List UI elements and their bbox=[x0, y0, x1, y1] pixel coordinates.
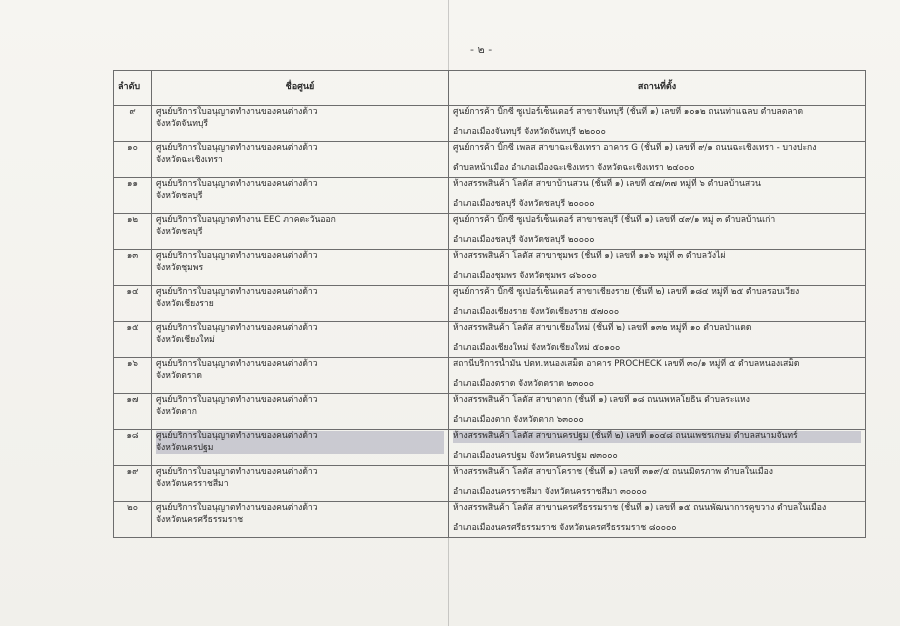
location-address-line-1: ห้างสรรพสินค้า โลตัส สาขาเชียงใหม่ (ชั้นที่ ๒) เลขที่ ๑๓๒ หมู่ที่ ๑๐ ตำบลป่าแดด bbox=[453, 323, 752, 333]
row-number: ๑๑ bbox=[114, 178, 152, 214]
center-name-line-1: ศูนย์บริการใบอนุญาตทำงานของคนต่างด้าว bbox=[156, 359, 318, 369]
center-name-province: จังหวัดนครปฐม bbox=[156, 443, 444, 455]
location-address-line-2: อำเภอเมืองนครราชสีมา จังหวัดนครราชสีมา ๓๐๐๐๐ bbox=[453, 486, 647, 497]
row-number: ๙ bbox=[114, 106, 152, 142]
location-address-line-1: ศูนย์การค้า บิ๊กซี ซูเปอร์เซ็นเตอร์ สาขาชลบุรี (ชั้นที่ ๑) เลขที่ ๔๙/๑ หมู่ ๓ ตำบลบ้านเก่า bbox=[453, 215, 776, 225]
location-cell bbox=[449, 322, 866, 358]
location-address-line-1: ห้างสรรพสินค้า โลตัส สาขานครปฐม (ชั้นที่ ๒) เลขที่ ๑๐๔๘ ถนนเพชรเกษม ตำบลสนามจันทร์ bbox=[453, 431, 861, 443]
center-name-line-1: ศูนย์บริการใบอนุญาตทำงานของคนต่างด้าว bbox=[156, 467, 318, 477]
center-name-cell bbox=[152, 394, 449, 430]
center-name-province: จังหวัดเชียงราย bbox=[156, 298, 214, 309]
center-name-cell bbox=[152, 502, 449, 538]
table-row bbox=[114, 106, 866, 142]
row-number: ๑๗ bbox=[114, 394, 152, 430]
center-name-province: จังหวัดชลบุรี bbox=[156, 226, 203, 237]
row-number: ๑๘ bbox=[114, 430, 152, 466]
center-name-province: จังหวัดนครราชสีมา bbox=[156, 478, 229, 489]
table-row bbox=[114, 430, 866, 466]
center-name-province: จังหวัดชุมพร bbox=[156, 262, 204, 273]
location-address-line-2: อำเภอเมืองตราด จังหวัดตราด ๒๓๐๐๐ bbox=[453, 378, 594, 389]
location-address-line-1: ห้างสรรพสินค้า โลตัส สาขาโคราช (ชั้นที่ ๑) เลขที่ ๓๑๙/๕ ถนนมิตรภาพ ตำบลในเมือง bbox=[453, 467, 773, 477]
table-row bbox=[114, 502, 866, 538]
row-number: ๑๓ bbox=[114, 250, 152, 286]
center-name-cell bbox=[152, 358, 449, 394]
location-cell bbox=[449, 394, 866, 430]
table-row bbox=[114, 322, 866, 358]
location-address-line-2: อำเภอเมืองตาก จังหวัดตาก ๖๓๐๐๐ bbox=[453, 414, 584, 425]
location-address-line-2: อำเภอเมืองนครศรีธรรมราช จังหวัดนครศรีธรรมราช ๘๐๐๐๐ bbox=[453, 522, 677, 533]
center-name-province: จังหวัดชลบุรี bbox=[156, 190, 203, 201]
center-name-line-1: ศูนย์บริการใบอนุญาตทำงานของคนต่างด้าว bbox=[156, 179, 318, 189]
service-centers-table bbox=[113, 70, 866, 538]
center-name-line-1: ศูนย์บริการใบอนุญาตทำงานของคนต่างด้าว bbox=[156, 251, 318, 261]
center-name-province: จังหวัดนครศรีธรรมราช bbox=[156, 514, 244, 525]
location-address-line-2: อำเภอเมืองชลบุรี จังหวัดชลบุรี ๒๐๐๐๐ bbox=[453, 234, 595, 245]
location-address-line-1: ศูนย์การค้า บิ๊กซี ซูเปอร์เซ็นเตอร์ สาขาจันทบุรี (ชั้นที่ ๑) เลขที่ ๑๐๑๒ ถนนท่าแฉลบ ตำบลตลาด bbox=[453, 107, 804, 117]
location-address-line-2: อำเภอเมืองนครปฐม จังหวัดนครปฐม ๗๓๐๐๐ bbox=[453, 450, 618, 461]
page-number: - ๒ - bbox=[470, 43, 493, 56]
location-cell bbox=[449, 286, 866, 322]
location-address-line-1: สถานีบริการน้ำมัน ปตท.หนองเสม็ด อาคาร PROCHECK เลขที่ ๓๐/๑ หมู่ที่ ๕ ตำบลหนองเสม็ด bbox=[453, 359, 800, 369]
location-cell bbox=[449, 106, 866, 142]
center-name-line-1: ศูนย์บริการใบอนุญาตทำงานของคนต่างด้าว bbox=[156, 431, 444, 443]
row-number: ๑๒ bbox=[114, 214, 152, 250]
location-address-line-1: ห้างสรรพสินค้า โลตัส สาขาตาก (ชั้นที่ ๑) เลขที่ ๑๘ ถนนพหลโยธิน ตำบลระแหง bbox=[453, 395, 750, 405]
location-address-line-1: ห้างสรรพสินค้า โลตัส สาขาชุมพร (ชั้นที่ ๑) เลขที่ ๑๑๖ หมู่ที่ ๓ ตำบลวังไผ่ bbox=[453, 251, 726, 261]
location-address-line-2: อำเภอเมืองชุมพร จังหวัดชุมพร ๘๖๐๐๐ bbox=[453, 270, 597, 281]
location-address-line-2: อำเภอเมืองจันทบุรี จังหวัดจันทบุรี ๒๒๐๐๐ bbox=[453, 126, 606, 137]
center-name-cell bbox=[152, 286, 449, 322]
center-name-line-1: ศูนย์บริการใบอนุญาตทำงาน EEC ภาคตะวันออก bbox=[156, 215, 336, 225]
location-cell bbox=[449, 466, 866, 502]
header-center-name: ชื่อศูนย์ bbox=[152, 71, 449, 106]
row-number: ๑๐ bbox=[114, 142, 152, 178]
center-name-cell bbox=[152, 430, 449, 466]
location-cell bbox=[449, 502, 866, 538]
center-name-line-1: ศูนย์บริการใบอนุญาตทำงานของคนต่างด้าว bbox=[156, 143, 318, 153]
location-address-line-1: ศูนย์การค้า บิ๊กซี ซูเปอร์เซ็นเตอร์ สาขาเชียงราย (ชั้นที่ ๒) เลขที่ ๑๘๔ หมู่ที่ ๒๕ ตำบลรอบเวียง bbox=[453, 287, 800, 297]
row-number: ๑๔ bbox=[114, 286, 152, 322]
row-number: ๑๕ bbox=[114, 322, 152, 358]
center-name-line-1: ศูนย์บริการใบอนุญาตทำงานของคนต่างด้าว bbox=[156, 395, 318, 405]
location-address-line-1: ห้างสรรพสินค้า โลตัส สาขาบ้านสวน (ชั้นที่ ๑) เลขที่ ๕๗/๓๗ หมู่ที่ ๖ ตำบลบ้านสวน bbox=[453, 179, 761, 189]
table-row bbox=[114, 178, 866, 214]
center-name-line-1: ศูนย์บริการใบอนุญาตทำงานของคนต่างด้าว bbox=[156, 503, 318, 513]
table-row bbox=[114, 142, 866, 178]
location-address-line-2: ตำบลหน้าเมือง อำเภอเมืองฉะเชิงเทรา จังหวัดฉะเชิงเทรา ๒๔๐๐๐ bbox=[453, 162, 695, 173]
header-order: ลำดับ bbox=[114, 71, 152, 106]
location-address-line-1: ศูนย์การค้า บิ๊กซี เพลส สาขาฉะเชิงเทรา อาคาร G (ชั้นที่ ๑) เลขที่ ๙/๑ ถนนฉะเชิงเทรา - บางปะกง bbox=[453, 143, 817, 153]
table-row bbox=[114, 394, 866, 430]
header-location: สถานที่ตั้ง bbox=[449, 71, 866, 106]
center-name-cell bbox=[152, 466, 449, 502]
center-name-cell bbox=[152, 106, 449, 142]
center-name-cell bbox=[152, 250, 449, 286]
center-name-province: จังหวัดฉะเชิงเทรา bbox=[156, 154, 223, 165]
center-name-cell bbox=[152, 178, 449, 214]
table-row bbox=[114, 250, 866, 286]
center-name-line-1: ศูนย์บริการใบอนุญาตทำงานของคนต่างด้าว bbox=[156, 287, 318, 297]
center-name-cell bbox=[152, 322, 449, 358]
center-name-province: จังหวัดตาก bbox=[156, 406, 197, 417]
center-name-cell bbox=[152, 214, 449, 250]
table-row bbox=[114, 214, 866, 250]
location-address-line-2: อำเภอเมืองเชียงราย จังหวัดเชียงราย ๕๗๐๐๐ bbox=[453, 306, 620, 317]
location-cell bbox=[449, 178, 866, 214]
center-name-province: จังหวัดตราด bbox=[156, 370, 202, 381]
location-cell bbox=[449, 358, 866, 394]
row-number: ๒๐ bbox=[114, 502, 152, 538]
table-row bbox=[114, 358, 866, 394]
location-address-line-2: อำเภอเมืองชลบุรี จังหวัดชลบุรี ๒๐๐๐๐ bbox=[453, 198, 595, 209]
location-address-line-1: ห้างสรรพสินค้า โลตัส สาขานครศรีธรรมราช (ชั้นที่ ๑) เลขที่ ๑๕ ถนนพัฒนาการคูขวาง ตำบลในเมือง bbox=[453, 503, 827, 513]
center-name-province: จังหวัดเชียงใหม่ bbox=[156, 334, 215, 345]
center-name-province: จังหวัดจันทบุรี bbox=[156, 118, 208, 129]
center-name-line-1: ศูนย์บริการใบอนุญาตทำงานของคนต่างด้าว bbox=[156, 323, 318, 333]
location-cell bbox=[449, 250, 866, 286]
location-cell bbox=[449, 142, 866, 178]
table-header-row bbox=[114, 71, 866, 106]
row-number: ๑๙ bbox=[114, 466, 152, 502]
table-row bbox=[114, 286, 866, 322]
location-cell bbox=[449, 214, 866, 250]
row-number: ๑๖ bbox=[114, 358, 152, 394]
center-name-line-1: ศูนย์บริการใบอนุญาตทำงานของคนต่างด้าว bbox=[156, 107, 318, 117]
location-cell bbox=[449, 430, 866, 466]
table-row bbox=[114, 466, 866, 502]
location-address-line-2: อำเภอเมืองเชียงใหม่ จังหวัดเชียงใหม่ ๕๐๑๐๐ bbox=[453, 342, 621, 353]
center-name-cell bbox=[152, 142, 449, 178]
